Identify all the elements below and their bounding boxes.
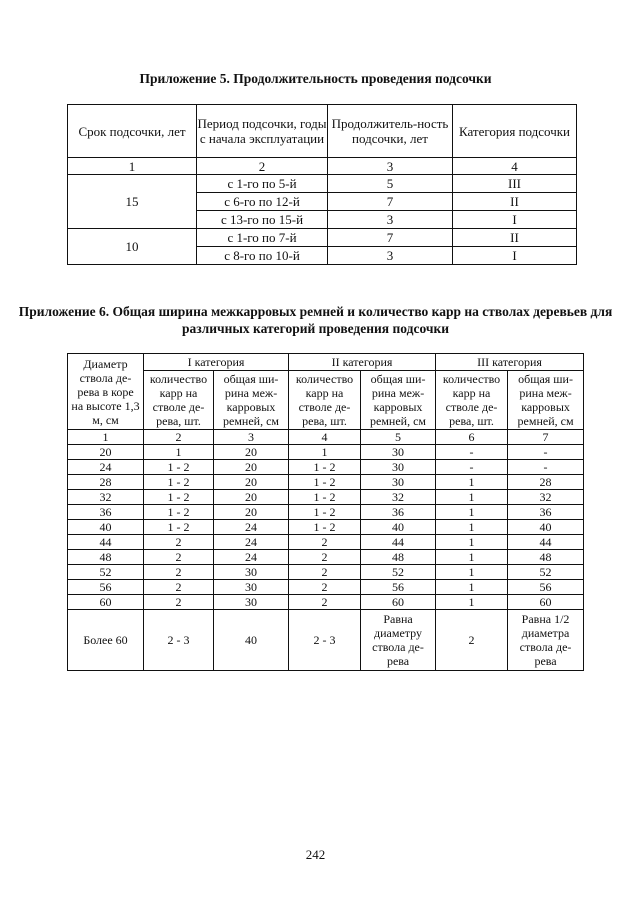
duration-cell: 7	[328, 193, 453, 211]
duration-cell: 3	[328, 247, 453, 265]
column-number: 2	[144, 430, 214, 445]
table-cell: 24	[68, 460, 144, 475]
table-row	[68, 229, 577, 247]
table5-title: Приложение 5. Продолжительность проведения подсочки	[139, 71, 492, 86]
table-cell: Равна 1/2 диаметра ствола де-рева	[508, 610, 584, 671]
table-cell: 1	[436, 535, 508, 550]
column-number: 4	[289, 430, 361, 445]
table-cell: 40	[508, 520, 584, 535]
table-row	[68, 460, 584, 475]
table-cell: 2	[289, 535, 361, 550]
table-row	[68, 175, 577, 193]
table-cell: 1	[436, 565, 508, 580]
table-cell: 20	[214, 460, 289, 475]
table-row	[68, 505, 584, 520]
table-row	[68, 535, 584, 550]
table-cell: 36	[361, 505, 436, 520]
table-cell: 1	[436, 475, 508, 490]
subheader-count: количество карр на стволе де-рева, шт.	[289, 371, 361, 430]
table-row	[68, 475, 584, 490]
table-cell: 2	[289, 550, 361, 565]
duration-cell: 3	[328, 211, 453, 229]
table-cell: 52	[68, 565, 144, 580]
header-term: Срок подсочки, лет	[68, 105, 197, 158]
table-row	[68, 610, 584, 671]
period-cell: с 1-го по 5-й	[197, 175, 328, 193]
table-cell: 1 - 2	[289, 520, 361, 535]
table-cell: 44	[68, 535, 144, 550]
table-cell: 30	[214, 565, 289, 580]
subheader-width: общая ши-рина меж-карровых ремней, см	[508, 371, 584, 430]
column-number: 3	[328, 158, 453, 175]
table-cell: 56	[68, 580, 144, 595]
header-category-2: II категория	[289, 354, 436, 371]
column-number: 7	[508, 430, 584, 445]
table-cell: 2	[144, 550, 214, 565]
table-cell: 1	[436, 490, 508, 505]
table-cell: 30	[361, 475, 436, 490]
period-cell: с 8-го по 10-й	[197, 247, 328, 265]
header-duration: Продолжитель-ность подсочки, лет	[328, 105, 453, 158]
table-cell: 30	[361, 445, 436, 460]
table-cell: 44	[361, 535, 436, 550]
table-cell: 2	[289, 565, 361, 580]
table-cell: 36	[508, 505, 584, 520]
table5	[67, 104, 577, 265]
category-cell: I	[453, 247, 577, 265]
table-cell: Более 60	[68, 610, 144, 671]
table-cell: 2	[436, 610, 508, 671]
term-cell: 10	[68, 229, 197, 265]
table-cell: -	[436, 460, 508, 475]
period-cell: с 13-го по 15-й	[197, 211, 328, 229]
page-number: 242	[305, 847, 326, 862]
table-cell: 40	[68, 520, 144, 535]
term-cell: 15	[68, 175, 197, 229]
column-number: 5	[361, 430, 436, 445]
table-cell: 1 - 2	[289, 505, 361, 520]
table-cell: 60	[68, 595, 144, 610]
table-cell: 56	[361, 580, 436, 595]
table-cell: 1 - 2	[144, 505, 214, 520]
table-cell: 48	[508, 550, 584, 565]
table-cell: 20	[214, 475, 289, 490]
table-cell: 1	[144, 445, 214, 460]
category-cell: II	[453, 229, 577, 247]
table-cell: 20	[214, 505, 289, 520]
table-cell: 44	[508, 535, 584, 550]
table-cell: 30	[361, 460, 436, 475]
subheader-width: общая ши-рина меж-карровых ремней, см	[361, 371, 436, 430]
duration-cell: 7	[328, 229, 453, 247]
table-cell: 28	[508, 475, 584, 490]
table-cell: 24	[214, 520, 289, 535]
header-category-3: III категория	[436, 354, 584, 371]
table-cell: 32	[68, 490, 144, 505]
table-cell: 24	[214, 550, 289, 565]
table-cell: 2 - 3	[289, 610, 361, 671]
table-cell: 1	[436, 580, 508, 595]
table-row	[68, 445, 584, 460]
column-number: 2	[197, 158, 328, 175]
column-number: 1	[68, 430, 144, 445]
table-cell: 1 - 2	[144, 460, 214, 475]
table-row	[68, 550, 584, 565]
table-cell: 2	[144, 535, 214, 550]
table-cell: 20	[68, 445, 144, 460]
column-number: 3	[214, 430, 289, 445]
table-cell: 1 - 2	[289, 460, 361, 475]
table-cell: 60	[361, 595, 436, 610]
table-cell: 60	[508, 595, 584, 610]
table-row	[68, 580, 584, 595]
table6	[67, 353, 584, 671]
table-cell: 30	[214, 595, 289, 610]
table-cell: 40	[361, 520, 436, 535]
header-category: Категория подсочки	[453, 105, 577, 158]
header-diameter: Диаметр ствола де-рева в коре на высоте 1,3 м, см	[68, 354, 144, 430]
table-cell: 20	[214, 490, 289, 505]
table-cell: 32	[508, 490, 584, 505]
table-cell: 2	[289, 595, 361, 610]
table-cell: 28	[68, 475, 144, 490]
table-cell: 32	[361, 490, 436, 505]
table-cell: 1	[436, 520, 508, 535]
table-cell: 24	[214, 535, 289, 550]
table-cell: 1 - 2	[144, 520, 214, 535]
subheader-count: количество карр на стволе де-рева, шт.	[144, 371, 214, 430]
table-cell: 2	[289, 580, 361, 595]
header-period: Период подсочки, годы с начала эксплуатации	[197, 105, 328, 158]
period-cell: с 6-го по 12-й	[197, 193, 328, 211]
column-number: 6	[436, 430, 508, 445]
table-row	[68, 490, 584, 505]
subheader-count: количество карр на стволе де-рева, шт.	[436, 371, 508, 430]
column-number: 1	[68, 158, 197, 175]
table-row	[68, 520, 584, 535]
table-cell: 48	[68, 550, 144, 565]
table-cell: 1	[289, 445, 361, 460]
table-cell: 1	[436, 595, 508, 610]
table-cell: 20	[214, 445, 289, 460]
table-cell: -	[436, 445, 508, 460]
table-cell: 56	[508, 580, 584, 595]
table-cell: 2 - 3	[144, 610, 214, 671]
table-cell: 1	[436, 505, 508, 520]
category-cell: I	[453, 211, 577, 229]
table-row	[68, 595, 584, 610]
table-cell: -	[508, 460, 584, 475]
category-cell: III	[453, 175, 577, 193]
table-cell: 30	[214, 580, 289, 595]
table-cell: Равна диаметру ствола де-рева	[361, 610, 436, 671]
table-cell: 40	[214, 610, 289, 671]
table-cell: 1 - 2	[144, 490, 214, 505]
table-cell: -	[508, 445, 584, 460]
period-cell: с 1-го по 7-й	[197, 229, 328, 247]
table-cell: 2	[144, 595, 214, 610]
table-cell: 1 - 2	[144, 475, 214, 490]
table-cell: 48	[361, 550, 436, 565]
column-number: 4	[453, 158, 577, 175]
table-cell: 2	[144, 565, 214, 580]
table-cell: 1	[436, 550, 508, 565]
category-cell: II	[453, 193, 577, 211]
duration-cell: 5	[328, 175, 453, 193]
table-row	[68, 565, 584, 580]
table-cell: 52	[508, 565, 584, 580]
subheader-width: общая ши-рина меж-карровых ремней, см	[214, 371, 289, 430]
table-cell: 1 - 2	[289, 475, 361, 490]
table6-title: Приложение 6. Общая ширина межкарровых ремней и количество карр на стволах деревьев для различных категорий проведения подсочки	[18, 304, 613, 336]
table-cell: 52	[361, 565, 436, 580]
table-cell: 1 - 2	[289, 490, 361, 505]
header-category-1: I категория	[144, 354, 289, 371]
table-cell: 36	[68, 505, 144, 520]
table-cell: 2	[144, 580, 214, 595]
